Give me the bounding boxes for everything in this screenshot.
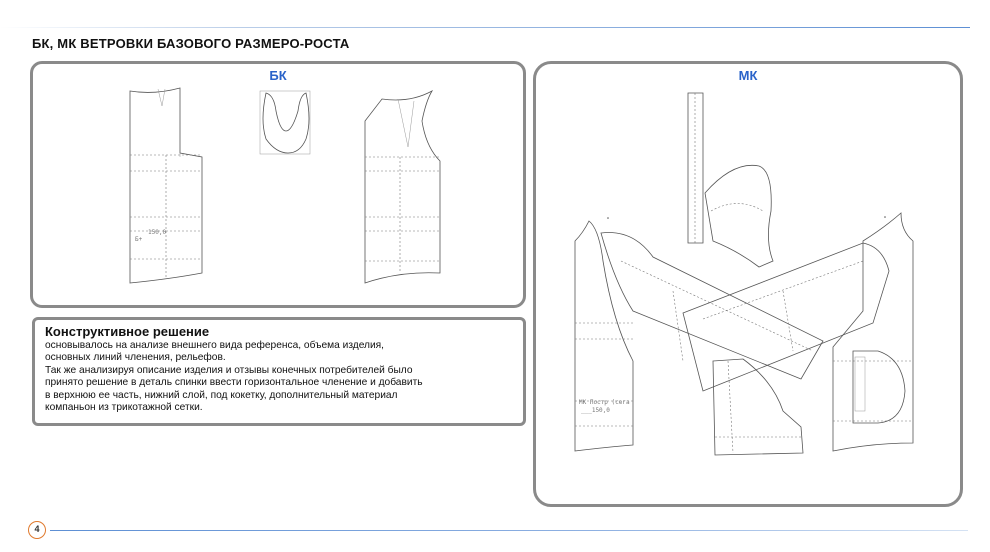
mk-sleeve-left — [601, 233, 823, 380]
solution-heading: Конструктивное решение — [45, 324, 210, 339]
mk-front-piece — [833, 213, 913, 451]
bk-back-piece — [130, 88, 202, 283]
solution-panel — [32, 317, 526, 426]
mk-center-piece — [713, 359, 803, 455]
mk-hood-strip — [688, 93, 703, 243]
page-number: 4 — [28, 521, 46, 539]
bk-pattern-size: 150,0 — [148, 229, 167, 236]
mk-panel — [533, 61, 963, 507]
mk-pocket — [853, 351, 905, 423]
page-title: БК, МК ВЕТРОВКИ БАЗОВОГО РАЗМЕРО-РОСТА — [32, 36, 350, 51]
mk-pattern-text-1: МК Постр (сега — [579, 399, 630, 406]
top-divider — [0, 27, 970, 28]
bk-pattern-text: Б+ — [135, 236, 143, 243]
mk-pattern-drawing — [533, 61, 963, 507]
mk-label: МК — [738, 68, 758, 83]
bk-middle-piece — [260, 91, 310, 154]
mk-back-piece — [575, 221, 633, 451]
bk-pattern-drawing — [30, 61, 526, 308]
bk-front-piece — [365, 91, 440, 283]
bk-panel — [30, 61, 526, 308]
mk-pattern-text-2: ___150,0 — [581, 407, 610, 414]
solution-body: основывалось на анализе внешнего вида референса, объема изделия, основных линий членения, рельефов. Так же анализируя описание изделия и отзывы конечных потребителей было принято решение в деталь спинки ввести горизонтальное членение и добавить в верхнюю ее часть, нижний слой, под кокетку, дополнительный материал компаньон из трикотажной сетки. — [45, 340, 423, 414]
mk-hood — [705, 165, 773, 267]
bk-label: БК — [269, 68, 287, 83]
bottom-divider — [50, 530, 968, 531]
